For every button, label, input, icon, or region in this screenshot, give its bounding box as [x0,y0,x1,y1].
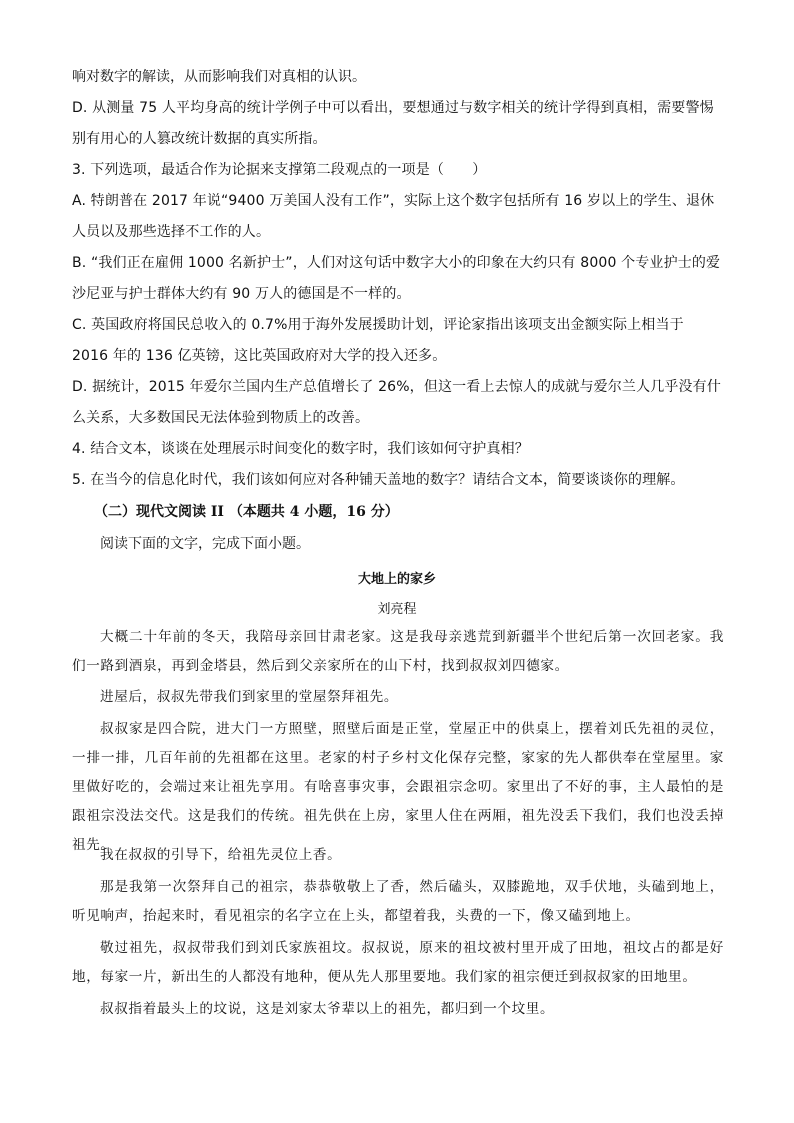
section-heading: （二）现代文阅读 II （本题共 4 小题，16 分） [94,504,399,520]
q3-option-a: A. 特朗普在 2017 年说“9400 万美国人没有工作”，实际上这个数字包括所有 16 岁以上的学生、退休人员以及那些选择不工作的人。 [72,193,715,240]
story-paragraph: 叔叔指着最头上的坟说，这是刘家太爷辈以上的祖先，都归到一个坟里。 [100,1001,555,1017]
story-paragraph: 大概二十年前的冬天，我陪母亲回甘肃老家。这是我母亲逃荒到新疆半个世纪后第一次回老家。我们一路到酒泉，再到金塔县，然后到父亲家所在的山下村，找到叔叔刘四德家。 [72,629,724,674]
q4-text: 4. 结合文本，谈谈在处理展示时间变化的数字时，我们该如何守护真相？ [72,441,529,457]
q3-option-d: D. 据统计，2015 年爱尔兰国内生产总值增长了 26%，但这一看上去惊人的成就与爱尔兰人几乎没有什么关系，大多数国民无法体验到物质上的改善。 [72,379,721,426]
story-paragraph: 我在叔叔的引导下，给祖先灵位上香。 [100,847,342,863]
story-paragraph: 叔叔家是四合院，进大门一方照壁，照壁后面是正堂，堂屋正中的供桌上，摆着刘氏先祖的灵位，一排一排，几百年前的先祖都在这里。老家的村子乡村文化保存完整，家家的先人都供奉在堂屋里。家里做好吃的，会端过来让祖先享用。有啥喜事灾事，会跟祖宗念叨。家里出了不好的事，主人最怕的是跟祖宗没法交代。这是我们的传统。祖先供在上房，家里人住在两厢，祖先没丢下我们，我们也没丢掉祖先。 [72,721,724,853]
story-paragraph: 敬过祖先，叔叔带我们到刘氏家族祖坟。叔叔说，原来的祖坟被村里开成了田地，祖坟占的都是好地，每家一片，新出生的人都没有地种，便从先人那里要地。我们家的祖宗便迁到叔叔家的田地里。 [72,940,724,985]
story-title: 大地上的家乡 [357,572,436,587]
intro-tail-text: 响对数字的解读，从而影响我们对真相的认识。 [72,69,366,85]
q3-stem: 3. 下列选项，最适合作为论据来支撑第二段观点的一项是（ ） [72,162,487,178]
q5-text: 5. 在当今的信息化时代，我们该如何应对各种铺天盖地的数字？请结合文本，简要谈谈你的理解。 [72,472,685,488]
q3-option-b: B. “我们正在雇佣 1000 名新护士”，人们对这句话中数字大小的印象在大约只有 8000 个专业护士的爱沙尼亚与护士群体大约有 90 万人的德国是不一样的。 [72,255,721,302]
q3-option-c: C. 英国政府将国民总收入的 0.7%用于海外发展援助计划，评论家指出该项支出金额实际上相当于 2016 年的 136 亿英镑，这比英国政府对大学的投入还多。 [72,317,684,364]
reading-instruction: 阅读下面的文字，完成下面小题。 [100,536,310,552]
story-paragraph: 那是我第一次祭拜自己的祖宗，恭恭敬敬上了香，然后磕头，双膝跪地，双手伏地，头磕到地上，听见响声，抬起来时，看见祖宗的名字立在上头，都望着我，头费的一下，像又磕到地上。 [72,879,724,924]
q2-option-d: D. 从测量 75 人平均身高的统计学例子中可以看出，要想通过与数字相关的统计学得到真相，需要警惕别有用心的人篡改统计数据的真实所指。 [72,100,714,147]
story-author: 刘亮程 [377,602,417,617]
story-paragraph: 进屋后，叔叔先带我们到家里的堂屋祭拜祖先。 [100,689,399,705]
